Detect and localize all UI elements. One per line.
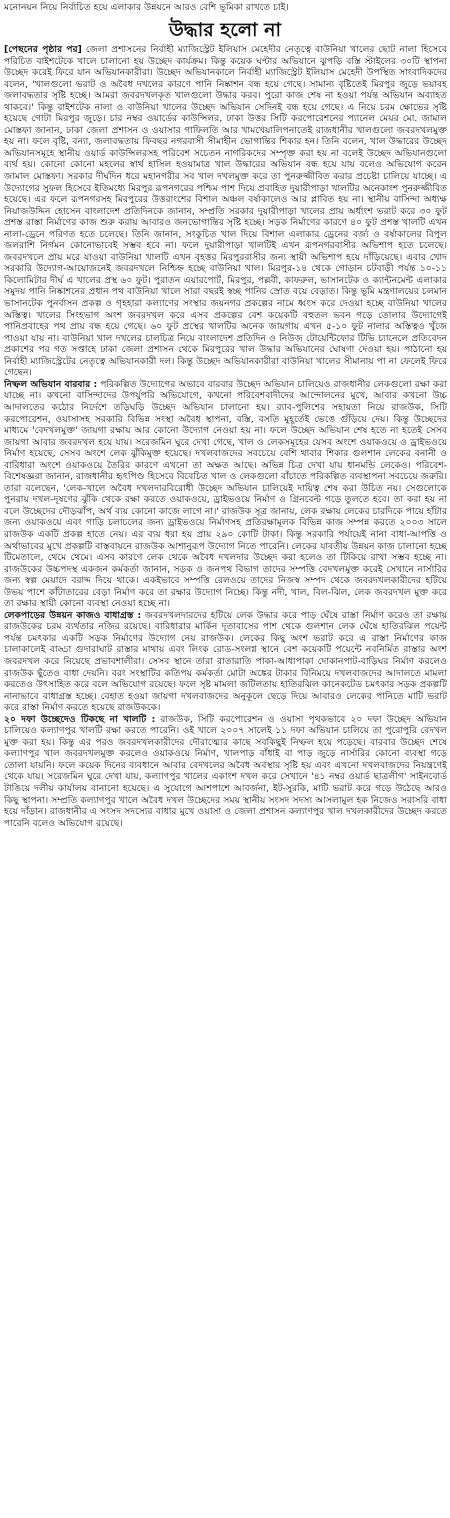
subheading-kalyanpur-canal: ২০ দফা উচ্ছেদেও টিকছে না খালটি : (4, 713, 156, 725)
paragraph-continuation (4, 44, 447, 379)
subheading-lakeside-development: লেকপাড়ের উন্নয়ন কাজও বাধাগ্রস্ত : (4, 609, 142, 621)
paragraph-text: রাজউক, সিটি করপোরেশন ও ওয়াসা পৃথকভাবে ২০ দফা উচ্ছেদ অভিযান চালিয়েও কল্যাণপুর খালটি রক্ষা করতে পারেনি। ওই খালে ২০০৭ সালেই ১১ দফা অভিযান চালিয়ে তা পুরোপুরি বেদখল মুক্ত করা হয়। কিন্তু এর পরও জবরদখলকারীদের দৌরাত্ম্যের কাছে সবকিছুই নিষ্ফল হয়ে পড়েছে। বারবার উচ্ছেদ শেষে কল্যাণপুর খাল জবরদখলমুক্ত করলেও ওয়াকওয়ে নির্মাণ, খালপাড় বাঁধাই বা পাড় জুড়ে নার্সারির কোনো ব্যবস্থা গড়ে তোলা যায়নি। ফলে কয়েক দিনের ব্যবধানে আবার বেদখলের অবৈধ অবস্থার সৃষ্টি হয় এবং এখনো দখলবাজদের নিয়ন্ত্রণেই থেকে যায়। সরেজমিন ঘুরে দেখা যায়, কল্যাণপুর খালের একাংশ দখল করে সেখানে '৪১ নম্বর ওয়ার্ড ছাত্রলীগ' সাইনবোর্ড টাঙিয়ে দলীয় কার্যালয় বানানো হয়েছে। এ সুযোগে আশপাশে আবর্জনা, ইট-সুরকি, মাটি ভরাট করে গড়ে উঠেছে আরও কিছু স্থাপনা। সম্প্রতি কল্যাণপুর খালে অবৈধ দখল উচ্ছেদের সময় স্থানীয় সংসদ সদস্য আসলামুল হক নিজেও সরাসরি বাধা হয়ে দাঁড়ান। রাজধানীর এ সংসদ সদস্যের বাধার মুখে ওয়াসা ও জেলা প্রশাসন কল্যাণপুর খাল দখলকারীদের উচ্ছেদ করতে পারেনি বলেও অভিযোগ রয়েছে। (4, 713, 447, 829)
previous-article-tail: মনোনয়ন নিয়ে নির্বাচিত হয়ে এলাকার উন্নয়নে আরও বেশি ভূমিকা রাখতে চাই। (4, 2, 289, 13)
paragraph-text: পরিকল্পিত উদ্যোগের অভাবে বারবার উচ্ছেদ অভিযান চালিয়েও রাজধানীর লেকগুলো রক্ষা করা যাচ্ছে না। কখনো বাসিন্দাদের উপর্যুপরি অভিযোগে, কখনো পরিবেশবাদীদের আন্দোলনের মুখে, আবার কখনো উচ্চ আদালতের কঠোর নির্দেশে তড়িঘড়ি উচ্ছেদ অভিযান চালানো হয়। র‌্যাব-পুলিশের সহায়তা নিয়ে রাজউক, সিটি করপোরেশন, ওয়াসাসহ সরকারি বিভিন্ন সংস্থা অবৈধ স্থাপনা, বস্তি, বসতি মুহূর্তেই ভেঙে গুঁড়িয়ে দেয়। কিন্তু উচ্ছেদের মাধ্যমে 'বেদখলমুক্ত' জায়গা রক্ষায় আর কোনো উদ্যোগ নেওয়া হয় না। ফলে উচ্ছেদ অভিযান শেষ হতে না হতেই সেসব জায়গা আবার জবরদখল হয়ে যায়। সরেজমিন ঘুরে দেখা গেছে, খাল ও লেকসমূহের যেসব অংশে ওয়াকওয়ে ও ড্রাইভওয়ে নির্মাণ হয়েছে, সেসব অংশে লেক ঝুঁকিমুক্ত হয়েছে। দখলবাজদের সবচেয়ে বেশি থাবার শিকার গুলশান লেকের বনানী ও বারিধারা অংশে ওয়াকওয়ে তৈরির কারণে এখনো তা অক্ষত আছে। অভিন্ন চিত্র দেখা যায় ধানমন্ডি লেকেও। পরিবেশ-বিশেষজ্ঞরা জানান, রাজধানীর হৃৎপিণ্ড হিসেবে বিবেচিত খাল ও লেকগুলো বাঁচাতে পরিকল্পিত ব্যবস্থাপনা সবচেয়ে জরুরি। তারা বলেছেন, 'লেক-খালে অবৈধ দখলদারবিরোধী উচ্ছেদ অভিযান চালিয়েই দায়িত্ব শেষ করা উচিত নয়। সেগুলোকে পুনরায় দখল-দূষণের ঝুঁকি থেকে রক্ষা করতে ওয়াকওয়ে, ড্রাইভওয়ে নির্মাণ ও গ্রিনবেল্ট গড়ে তুলতে হবে। তা করা হয় না বলে উচ্ছেদের দৌড়ঝাঁপ, অর্থ ব্যয় কোনো কাজে লাগে না।' রাজউক সূত্র জানায়, লেক রক্ষায় লেকের চারদিকে পায়ে হাঁটার জন্য ওয়াকওয়ে এবং গাড়ি চলাচলের জন্য ড্রাইভওয়ে নির্মাণসহ প্রতিরক্ষামূলক বিভিন্ন কাজ সম্পন্ন করতে ২০০৩ সালে রাজউক একটি প্রকল্প হাতে নেয়। এর ব্যয় ধরা হয় প্রায় ২৯০ কোটি টাকা। কিন্তু সরকারি পর্যায়েই নানা বাধা-আপত্তি ও অর্থাভাবের মুখে প্রকল্পটি বাস্তবায়নে রাজউক আশানুরূপ উদ্যোগ নিতে পারেনি। লেকের যাবতীয় উন্নয়ন কাজ চালানো হচ্ছে টিমেতালে, থেমে থেমে। এসব কারণে লেক থেকে অবৈধ দখলদার উচ্ছেদ করা হলেও তা টিকিয়ে রাখা সম্ভব হচ্ছে না। রাজউকের উচ্চপদস্থ একজন কর্মকর্তা জানান, সড়ক ও জনপথ বিভাগ তাদের সম্পত্তি বেদখলমুক্ত করেই সেখানে নার্সারির জন্য স্বল্প মেয়াদে বরাদ্দ দিয়ে থাকে। একইভাবে সম্পত্তি রেলওয়ে তাদের নিজস্ব সম্পদ থেকে জবরদখলকারীদের হটিয়ে উভয় পাশে কাঁটাতারের বেড়া নির্মাণ করে তা রক্ষার উদ্যোগ নিচ্ছে। কিন্তু নদী, খাল, বিল-ঝিল, লেক জবরদখল মুক্ত করে তা রক্ষার স্থায়ী কোনো ব্যবস্থা নেওয়া হচ্ছে না। (4, 378, 447, 610)
paragraph-text: জবরদখলদারদের হটিয়ে লেক উদ্ধার করে পাড় ঘেঁষে রাস্তা নির্মাণ করেও তা রক্ষায় রাজউকের চরম ব্যর্থতার নজির রয়েছে। বারিধারার মার্কিন দূতাবাসের পাশ থেকে গুলশান লেক ঘেঁষে হাতিরঝিল পয়েন্ট পর্যন্ত চমৎকার একটি সড়ক নির্মাণের উদ্যোগ নেয় রাজউক। লেকের কিছু অংশ ভরাট করে এ রাস্তা নির্মাণের কাজ চালাকালেই বাড্ডা গুদারাঘাট রাস্তার মাথায় এবং লিংক রোড-সংলগ্ন স্থানে বেশ কয়েকটি পয়েন্টে নবনির্মিত রাস্তার অংশ জবরদখল করে নিয়েছে প্রভাবশালীরা। সেসব স্থানে তারা রাতারাতি পাকা-আধাপাকা দোকানপাট-বাড়িঘর নির্মাণ করলেও রাজউক ছুঁতেও বাধা দেয়নি। বরং সংস্থাটির কতিপয় কর্মকর্তা মোটা অঙ্কের টাকার বিনিময়ে দখলবাজদের আদালতে মামলা করতেও উৎসাহিত করে বলে অভিযোগ রয়েছে। ফলে সৃষ্ট মামলা জটিলতায় হাতিরঝিল কানেকটেড চমৎকার সড়ক প্রকল্পটি নানাভাবে বাধাগ্রস্ত হচ্ছে। বেহাত হওয়া জায়গা দখলবাজদের অনুকূলে ছেড়ে দিয়ে আবারও লেকের পানিতে মাটি ভরাট করে রাস্তা নির্মাণ করতে হয়েছে রাজউককে। (4, 609, 447, 714)
subheading-futile-drives: নিষ্ফল অভিযান বারবার : (4, 378, 98, 390)
paragraph-kalyanpur-canal (4, 714, 447, 829)
paragraph-text: জেলা প্রশাসনের নির্বাহী ম্যাজিস্ট্রেট ইলিয়াস মেহেদীর নেতৃত্বে বাউনিয়া খালের ছোট নালা হিসেবে পরিচিত বাইশটেকে খালে চালানো হয় উচ্ছেদ কার্যক্রম। কিন্তু কয়েক ঘণ্টার অভিযানে ঝুপড়ি বস্তি স্টাইলের ৩০টি স্থাপনা উচ্ছেদ করেই ফিরে যান অভিযানকারীরা। উচ্ছেদ অভিযানকালে নির্বাহী ম্যাজিস্ট্রেট ইলিয়াস মেহেদী উপস্থিত সাংবাদিকদের বলেন, 'খালগুলো ভরাট ও অবৈধ দখলের কারণে পানি নিষ্কাশন বন্ধ হয়ে গেছে। সামান্য বৃষ্টিতেই মিরপুর জুড়ে ভয়াবহ জলাবদ্ধতার সৃষ্টি হচ্ছে। আমরা জবরদখলকৃত খালগুলো উদ্ধার করব। পুরো কাজ শেষ না হওয়া পর্যন্ত অভিযান অব্যাহত থাকবে।' কিন্তু বাইশটেক নালা ও বাউনিয়া খালের উচ্ছেদ অভিযান সেদিনই বন্ধ হয়ে গেছে। এ নিয়ে চরম ক্ষোভের সৃষ্টি হয়েছে গোটা মিরপুর জুড়ে। চার নম্বর ওয়ার্ডের কাউন্সিলর, ঢাকা উত্তর সিটি করপোরেশনের প্যানেল মেয়র মো. জামাল মোস্তফা জানান, ঢাকা জেলা প্রশাসন ও ওয়াসার গাফিলতি আর খামখেয়ালিপনাতেই রাজধানীর খালগুলো জবরদখলমুক্ত হয় না। ফলে বৃষ্টি, বন্যা, জলাবদ্ধতায় ফিবছর নগরবাসী সীমাহীন ভোগান্তির শিকার হন। তিনি বলেন, খাল উদ্ধারের উচ্ছেদ অভিযানসমূহে স্থানীয় ওয়ার্ড কাউন্সিলরসহ পরিবেশ সচেতন নাগরিকদের সম্পৃক্ত করা হয় না বলেই উচ্ছেদ অভিযানগুলো ব্যর্থ হয়। কোনো কোনো মহলের স্বার্থ হাসিল হওয়ামাত্র খাল উদ্ধারের অভিযান বন্ধ হয়ে যায় বলেও অভিযোগ করেন জামাল মোস্তফা। সরকার দীর্ঘদিন ধরে মহানগরীর সব খাল দখলমুক্ত করে তা পুনরুজ্জীবিত করার প্রচেষ্টা চালিয়ে যাচ্ছে। এ উদ্যোগের সুফল হিসেবে ইতিমধ্যে মিরপুর রূপনগরের পশ্চিম পাশ দিয়ে প্রবাহিত দুয়ারীপাড়া খালটির অনেকাংশ পুনরুজ্জীবিত হয়েছে। এর ফলে রূপনগরসহ মিরপুরের উত্তরাংশের বিশাল অঞ্চল বর্ষাকালেও আর প্লাবিত হয় না। স্থানীয় বাসিন্দা অধ্যক্ষ নিয়াজউদ্দিন হোসেন বাংলাদেশ প্রতিদিনকে জানান, সম্প্রতি সরকার দুয়ারীপাড়া খালের প্রায় অর্ধাংশ ভরাট করে ৩০ ফুট প্রশস্ত রাস্তা নির্মাণের কাজ শুরু করায় আবারও জনভোগান্তির সৃষ্টি হচ্ছে। সড়ক নির্মাণের কারণে ৪০ ফুট প্রশস্ত খালটি এখন নালা-ড্রেনে পরিণত হতে চলেছে। তিনি জানান, সংকুচিত খাল দিয়ে বিশাল এলাকার ড্রেনের বর্জ্য ও বর্ষাকালের বিপুল জলরাশি নির্গমন কোনোভাবেই সম্ভব হবে না। ফলে দুয়ারীপাড়া খালটিই এখন রূপনগরবাসীর অভিশাপ হতে চলেছে। জবরদখলে প্রায় মরে যাওয়া বাউনিয়া খালটি এখন বৃহত্তর মিরপুরবাসীর জন্য স্থায়ী অভিশাপ হয়ে দাঁড়িয়েছে। এবার খোদ সরকারি উদ্যোগ-আয়োজনেই জবরদখলে নিশ্চিহ্ন হচ্ছে বাউনিয়া খাল। মিরপুর-১৪ থেকে গোড়ান চটবাড়ী পর্যন্ত ১০-১১ কিলোমিটার দীর্ঘ এ খালের প্রস্থ ৬০ ফুট। পুরাতন এয়ারপোর্ট, মিরপুর, পল্লবী, কাফরুল, ভাসানটেক ও ক্যান্টনমেন্ট এলাকার সমুদয় পানি নিষ্কাশনের প্রধান পথ বাউনিয়া খালে সারা বছরই স্বচ্ছ পানির স্রোত বয়ে বেড়াত। কিন্তু ভূমি মন্ত্রণালয়ের চলমান ভাসানটেক পুনর্বাসন প্রকল্প ও গৃহহারা কল্যাণের সংস্থার জয়নগর প্রকল্পের নামে ধ্বংস করে দেওয়া হচ্ছে বাউনিয়া খালের অস্তিত্ব। খালের সিংহভাগ অংশ জবরদখল করে এসব প্রকল্পের বেশ কয়েকটি বহুতল ভবন গড়ে তোলার উদ্যোগেই পানিপ্রবাহের পথ প্রায় বন্ধ হয়ে গেছে। ৬০ ফুট প্রস্থের খালটির অনেক জায়গায় এখন ৫-১০ ফুট নালার অস্তিত্বও খুঁজে পাওয়া যায় না। বাউনিয়া খাল দখলের চালচিত্র নিয়ে বাংলাদেশ প্রতিদিন ও নিউজ টোয়েন্টিফোর টিভি চ্যানেলে প্রতিবেদন প্রকাশের পর গত সপ্তাহে ঢাকা জেলা প্রশাসন থেকে মিরপুরের খাল উদ্ধার অভিযানের ঘোষণা দেওয়া হয়। পাঠানো হয় নির্বাহী ম্যাজিস্ট্রেটের নেতৃত্বে অভিযানকারী দল। কিন্তু উচ্ছেদ অভিযানকারীরা বাউনিয়া খালের সীমানায় পা না ফেলেই ফিরে গেছেন। (4, 44, 447, 379)
article-headline: উদ্ধার হলো না (168, 19, 282, 41)
article-body (4, 44, 447, 1514)
paragraph-futile-drives (4, 379, 447, 610)
continued-from-back-page-label: [পেছনের পৃষ্ঠার পর] (4, 44, 82, 55)
paragraph-lakeside-development (4, 610, 447, 714)
